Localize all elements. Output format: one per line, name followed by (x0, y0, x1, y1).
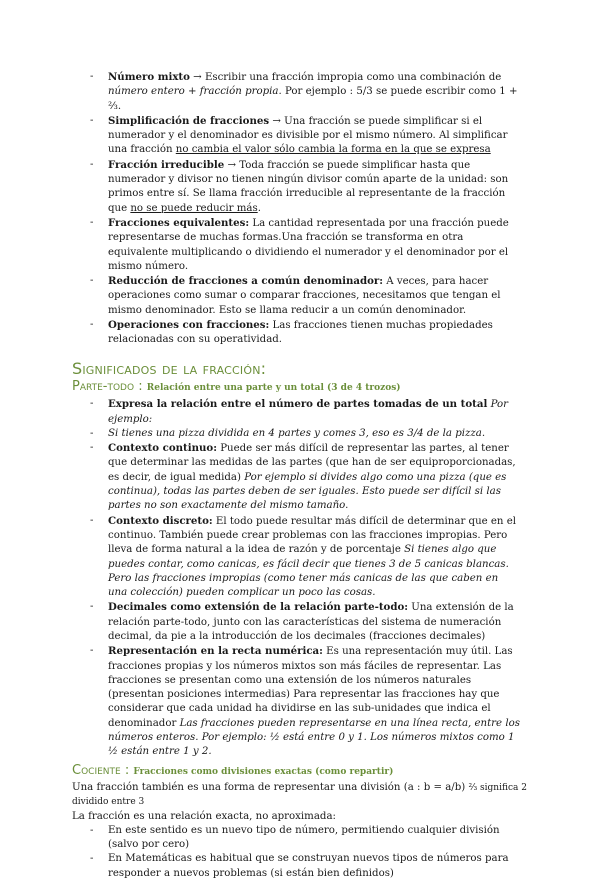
subsection-title: Parte-todo (72, 378, 135, 394)
cociente-list (0, 824, 600, 881)
list-item: - Expresa la relación entre el número de partes tomadas de un total Por ejemplo: (90, 398, 509, 425)
list-item: - Fracción irreducible → Toda fracción se puede simplificar hasta que numerador y divisor no tienen ningún divisor común aparte de la unidad: son primos entre sí. Se llama fracción irreducible al representante de la fracción que no se puede reducir más. (90, 158, 509, 214)
term: Número mixto (108, 71, 190, 83)
subsection-title: Cociente (72, 762, 121, 778)
section-title: Significados de la fracción: (72, 358, 267, 378)
subsection-cociente: Cociente : Fracciones como divisiones exactas (como repartir) (72, 762, 394, 778)
list-item: - Decimales como extensión de la relación parte-todo: Una extensión de la relación parte-todo, junto con las características del sistema de numeración decimal, da pie a la introducción de los decimales (fracciones decimales) (90, 601, 514, 642)
term: Reducción de fracciones a común denominador: (108, 275, 384, 288)
paragraph: Una fracción también es una forma de representar una división (a : b = a/b) ⅔ significa 2 dividido entre 3 (72, 781, 527, 808)
parte-todo-list (0, 397, 600, 759)
term: Fracción irreducible (108, 158, 225, 171)
term: Operaciones con fracciones: (108, 319, 270, 332)
list-item: - En Matemáticas es habitual que se construyan nuevos tipos de números para responder a nuevos problemas (si están bien definidos) (90, 853, 509, 879)
list-item: - Reducción de fracciones a común denominador: A veces, para hacer operaciones como sumar o comparar fracciones, necesitamos que tengan el mismo denominador. Esto se llama reducir a un común denominador. (90, 275, 501, 316)
list-item: - Operaciones con fracciones: Las fracciones tienen muchas propiedades relacionadas con su operatividad. (90, 319, 493, 346)
list-item: - Contexto discreto: El todo puede resultar más difícil de determinar que en el continuo. También puede crear problemas con las fracciones impropias. Pero lleva de forma natural a la idea de razón y de porcentaje Si tienes algo que puedes contar, como canicas, es fácil decir que tienes 3 de 5 canicas blancas. Pero las fracciones impropias (como tener más canicas de las que caben en una colección) pueden complicar un poco las cosas. (90, 514, 517, 599)
list-item: - Si tienes una pizza dividida en 4 partes y comes 3, eso es 3/4 de la pizza. (90, 427, 486, 439)
list-item: - Número mixto → Escribir una fracción impropia como una combinación de número entero + fracción propia. Por ejemplo : 5/3 se puede escribir como 1 + ⅔. (90, 71, 518, 112)
subsection-description: Relación entre una parte y un total (3 de 4 trozos) (146, 382, 401, 393)
term: Fracciones equivalentes: (108, 216, 250, 229)
subsection-description: Fracciones como divisiones exactas (como repartir) (133, 766, 394, 777)
list-item: - En este sentido es un nuevo tipo de número, permitiendo cualquier división (salvo por cero) (90, 824, 500, 851)
list-item: - Fracciones equivalentes: La cantidad representada por una fracción puede representarse de muchas formas.Una fracción se transforma en otra equivalente multiplicando o dividiendo el numerador y el denominador por el mismo número. (90, 216, 509, 272)
list-item: - Contexto continuo: Puede ser más difícil de representar las partes, al tener que determinar las medidas de las partes (que han de ser equiproporcionadas, es decir, de igual medida) Por ejemplo si divides algo como una pizza (que es continua), todas las partes deben de ser iguales. Esto puede ser difícil si las partes no son exactamente del mismo tamaño. (90, 442, 516, 512)
subsection-parte-todo: Parte-todo : Relación entre una parte y un total (3 de 4 trozos) (72, 378, 401, 394)
top-definitions-list (0, 70, 600, 348)
term: Simplificación de fracciones (108, 114, 270, 127)
list-item: - Representación en la recta numérica: Es una representación muy útil. Las fracciones propias y los números mixtos son más fáciles de representar. Las fracciones se presentan como una extensión de los números naturales (presentan posiciones intermedias) Para representar las fracciones hay que considerar que cada unidad ha dividirse en las sub-unidades que indica el denominador Las fracciones pueden representarse en una línea recta, entre los números enteros. Por ejemplo: ½ está entre 0 y 1. Los números mixtos como 1 ½ están entre 1 y 2. (90, 645, 520, 758)
list-item: - Simplificación de fracciones → Una fracción se puede simplificar si el numerador y el denominador es divisible por el mismo número. Al simplificar una fracción no cambia el valor sólo cambia la forma en la que se expresa (90, 114, 508, 156)
paragraph: La fracción es una relación exacta, no aproximada: (72, 810, 336, 822)
